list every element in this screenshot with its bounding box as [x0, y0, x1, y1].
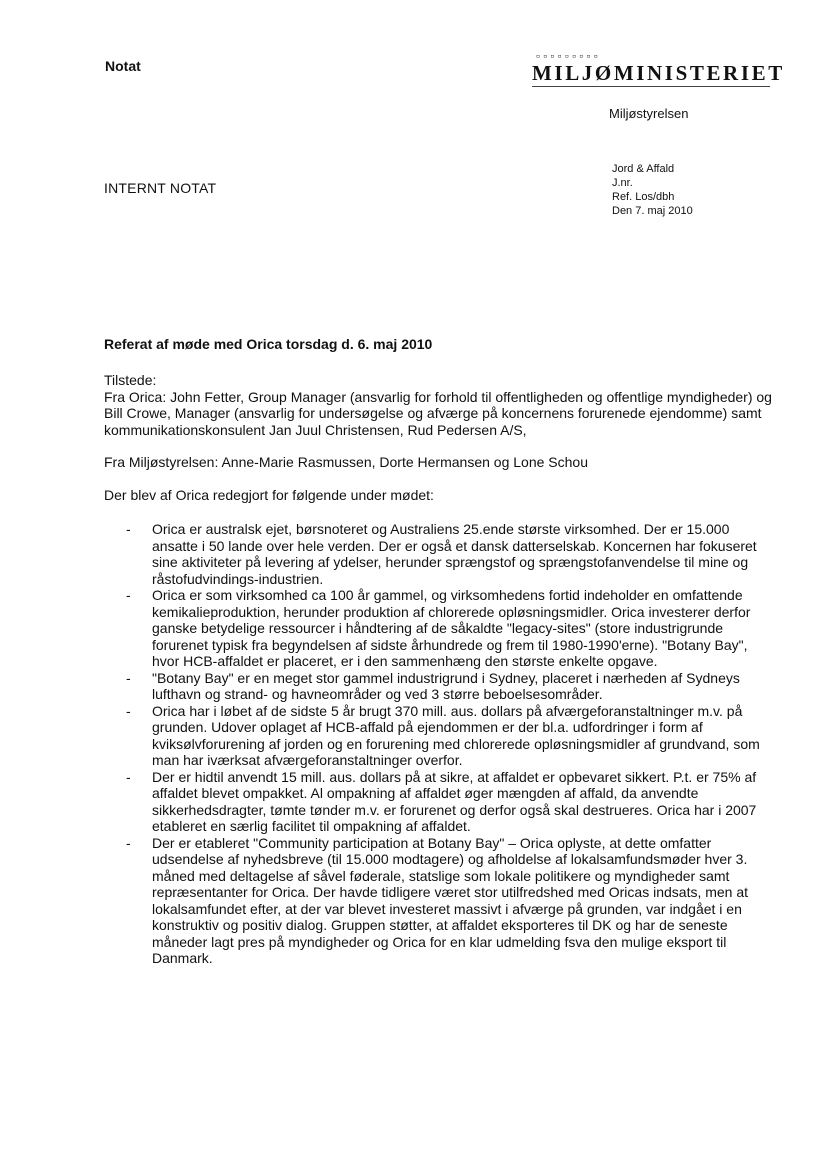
meta-journal-number: J.nr. [612, 177, 633, 189]
bullet-item: - Orica har i løbet af de sidste 5 år brugt 370 mill. aus. dollars på afværgeforanstaltninger m.v. på grunden. Udover oplaget af HCB-affald på ejendommen er der bl.a. udfordringer i form af kviksølvforurening af jorden og en forurening med chlorerede opløsningsmidler af grundvand, som man har iværksat afværgeforanstaltninger overfor. [152, 703, 774, 769]
logo-underline [532, 86, 770, 87]
agency-name: Miljøstyrelsen [609, 106, 689, 121]
notat-label: Notat [105, 58, 141, 74]
meta-department: Jord & Affald [612, 163, 675, 175]
reference-block [612, 162, 693, 218]
document-title: Referat af møde med Orica torsdag d. 6. maj 2010 [104, 336, 433, 352]
meta-reference: Ref. Los/dbh [612, 191, 675, 203]
bullet-item: - Orica er australsk ejet, børsnoteret og Australiens 25.ende største virksomhed. Der er 15.000 ansatte i 50 lande over hele verden. Der er også et dansk datterselskab. Koncernen har fokuseret sine aktiviteter på levering af ydelser, herunder sprængstof og sprængstofanvendelse til mine og råstofudvindings-industrien. [152, 521, 774, 587]
present-label: Tilstede: [104, 372, 157, 388]
attendees-mst: Fra Miljøstyrelsen: Anne-Marie Rasmussen, Dorte Hermansen og Lone Schou [104, 454, 588, 470]
bullet-item: - "Botany Bay" er en meget stor gammel industrigrund i Sydney, placeret i nærheden af Sydneys lufthavn og strand- og havneområder og ved 3 større beboelsesområder. [152, 670, 774, 703]
document-body [104, 372, 774, 967]
logo-dots: ▫▫▫▫▫▫▫▫▫ [536, 52, 601, 60]
bullet-item: - Der er hidtil anvendt 15 mill. aus. dollars på at sikre, at affaldet er opbevaret sikkert. P.t. er 75% af affaldet blevet ompakket. Al ompakning af affaldet øger mængden af affald, da anvendte sikkerhedsdragter, tømte tønder m.v. er forurenet og derfor også skal destrueres. Orica har i 2007 etableret en særlig facilitet til ompakning af affaldet. [152, 769, 774, 835]
document-type: INTERNT NOTAT [104, 180, 217, 196]
bullet-item: - Der er etableret "Community participation at Botany Bay" – Orica oplyste, at dette omfatter udsendelse af nyhedsbreve (til 15.000 modtagere) og afholdelse af lokalsamfundsmøder hver 3. måned med deltagelse af såvel føderale, statslige som lokale politikere og myndigheder samt repræsentanter for Orica. Der havde tidligere været stor utilfredshed med Oricas indsats, men at lokalsamfundet efter, at der var blevet investeret massivt i afværge på grunden, var indgået i en konstruktiv og positiv dialog. Gruppen støtter, at affaldet eksporteres til DK og har de seneste måneder lagt pres på myndigheder og Orica for en klar udmelding fsva den mulige eksport til Danmark. [152, 835, 774, 967]
attendees-orica: Fra Orica: John Fetter, Group Manager (ansvarlig for forhold til offentligheden og offentlige myndigheder) og Bill Crowe, Manager (ansvarlig for undersøgelse og afværge på koncernens forurenede ejendomme) samt kommunikationskonsulent Jan Juul Christensen, Rud Pedersen A/S, [104, 388, 772, 438]
bullet-list [104, 521, 774, 967]
meta-date: Den 7. maj 2010 [612, 205, 693, 217]
intro-paragraph: Der blev af Orica redegjort for følgende under mødet: [104, 486, 434, 503]
logo-wordmark: MILJØMINISTERIET [532, 61, 785, 85]
ministry-logo [532, 52, 785, 87]
bullet-item: - Orica er som virksomhed ca 100 år gammel, og virksomhedens fortid indeholder en omfattende kemikalieproduktion, herunder produktion af chlorerede opløsningsmidler. Orica investerer derfor ganske betydelige ressourcer i håndtering af de såkaldte "legacy-sites" (store industrigrunde forurenet typisk fra begyndelsen af sidste århundrede og frem til 1980-1990'erne). "Botany Bay", hvor HCB-affaldet er placeret, er i den sammenhæng den største enkelte opgave. [152, 587, 774, 670]
